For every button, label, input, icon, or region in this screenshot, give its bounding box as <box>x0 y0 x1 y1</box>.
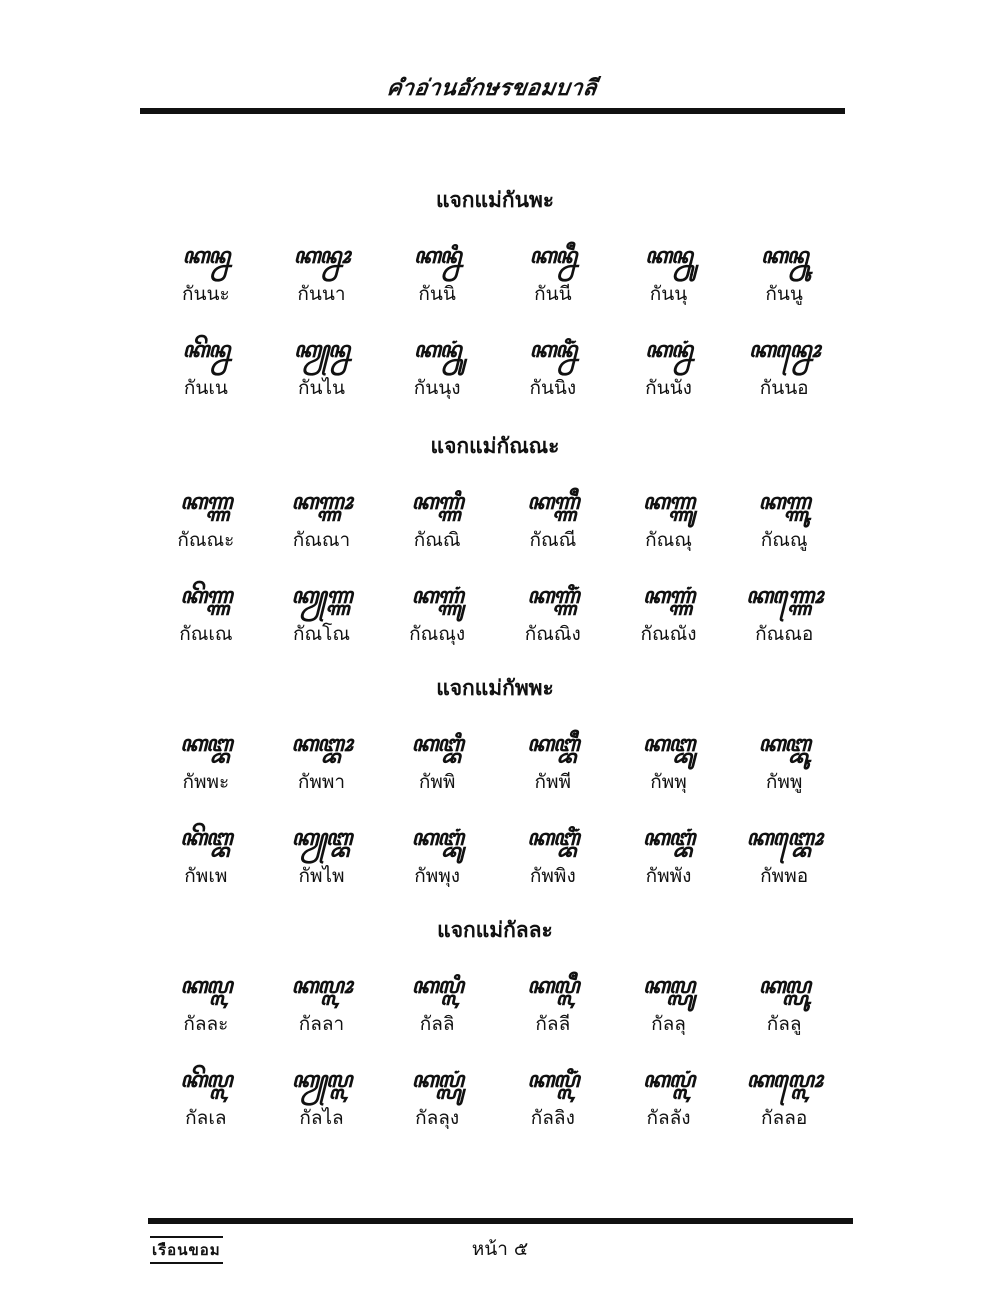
syllable-cell <box>266 232 378 312</box>
syllable-cell <box>728 326 840 406</box>
thai-syllable: กัพพี <box>534 771 572 793</box>
thai-syllable: กัพไพ <box>298 865 345 887</box>
syllable-cell <box>381 962 493 1042</box>
syllable-cell <box>613 1056 725 1136</box>
khmer-glyph: ꦏꦭ꧀ꦭꦴ <box>291 973 352 999</box>
page-header <box>140 70 845 105</box>
khmer-glyph: ꦏꦟ꧀ꦟꦶ <box>411 489 463 515</box>
khmer-glyph: ꦏꦭ꧀ꦭꦺꦴ <box>746 1067 822 1093</box>
syllable-cell <box>497 478 609 558</box>
thai-syllable: กัณณุง <box>409 623 466 645</box>
khmer-glyph: ꦏꦧ꧀ꦧꦹ <box>758 731 810 757</box>
thai-syllable: กันนู <box>765 283 803 305</box>
thai-syllable: กัณณะ <box>177 529 235 551</box>
footer-logo: เรือนขอม <box>150 1236 223 1264</box>
syllable-cell <box>266 326 378 406</box>
syllable-cell <box>613 814 725 894</box>
khmer-glyph: ꦏꦭ꧀ꦭꦷ <box>527 973 579 999</box>
khmer-glyph: ꦏꦟ꧀ꦟꦸꦁ <box>411 583 463 609</box>
khmer-glyph: ꦏꦭ꧀ꦭꦸ <box>642 973 695 999</box>
syllable-cell <box>150 720 262 800</box>
syllable-cell <box>150 962 262 1042</box>
thai-syllable: กัลละ <box>183 1013 229 1035</box>
khmer-glyph: ꦏꦭ꧀ꦭꦶꦁ <box>527 1067 579 1093</box>
syllable-cell <box>613 232 725 312</box>
thai-syllable: กันเน <box>183 377 228 399</box>
syllable-cell <box>381 572 493 652</box>
thai-syllable: กัลลุ <box>651 1013 686 1035</box>
khmer-glyph: ꦏꦤ꧀ꦤꦺꦴ <box>748 337 820 363</box>
thai-syllable: กัลเล <box>185 1107 227 1129</box>
syllable-cell <box>150 478 262 558</box>
thai-syllable: กัลลัง <box>646 1107 691 1129</box>
thai-syllable: กันนะ <box>181 283 230 305</box>
syllable-cell <box>266 478 378 558</box>
footer-rule <box>148 1218 853 1224</box>
syllable-cell <box>497 326 609 406</box>
thai-syllable: กัพพุ <box>650 771 687 793</box>
syllable-cell <box>266 720 378 800</box>
thai-syllable: กัณเณ <box>179 623 233 645</box>
khmer-glyph: ꦏꦭ꧀ꦭꦹ <box>758 973 810 999</box>
khmer-glyph: ꦏꦾꦤ꧀ꦤ <box>294 337 349 363</box>
khmer-glyph: ꦏꦭ꧀ꦭꦁ <box>642 1067 695 1093</box>
thai-syllable: กันนิ <box>418 283 456 305</box>
thai-syllable: กัณณอ <box>755 623 814 645</box>
khmer-glyph: ꦏꦧ꧀ꦧ <box>180 731 232 757</box>
syllable-row <box>150 962 840 1042</box>
thai-syllable: กัพเพ <box>184 865 228 887</box>
syllable-cell <box>497 814 609 894</box>
khmer-glyph: ꦏꦧ꧀ꦧꦶ <box>411 731 463 757</box>
khmer-glyph: ꦏꦼꦤ꧀ꦤ <box>182 337 230 363</box>
thai-syllable: กัลลุง <box>415 1107 460 1129</box>
syllable-cell <box>613 962 725 1042</box>
syllable-cell <box>381 720 493 800</box>
khmer-glyph: ꦏꦭ꧀ꦭꦶ <box>411 973 463 999</box>
thai-syllable: กัลลอ <box>761 1107 808 1129</box>
khmer-glyph: ꦏꦟ꧀ꦟꦴ <box>291 489 352 515</box>
khmer-glyph: ꦏꦤ꧀ꦤꦷ <box>529 243 577 269</box>
syllable-row <box>150 1056 840 1136</box>
khmer-glyph: ꦏꦧ꧀ꦧꦴ <box>291 731 352 757</box>
thai-syllable: กันนุง <box>413 377 461 399</box>
syllable-cell <box>613 478 725 558</box>
thai-syllable: กัณณิ <box>413 529 461 551</box>
syllable-cell <box>728 478 840 558</box>
syllable-cell <box>150 572 262 652</box>
thai-syllable: กัพพู <box>765 771 803 793</box>
header-title: คำอ่านอักษรขอมบาลี <box>385 76 600 101</box>
khmer-glyph: ꦏꦼꦧ꧀ꦧ <box>180 825 232 851</box>
khmer-glyph: ꦏꦤ꧀ꦤꦹ <box>760 243 808 269</box>
thai-syllable: กัพพิง <box>529 865 576 887</box>
khmer-glyph: ꦏꦧ꧀ꦧꦶꦁ <box>527 825 579 851</box>
thai-syllable: กัลลี <box>535 1013 571 1035</box>
syllable-row <box>150 478 840 558</box>
page-number: หน้า ๕ <box>471 1238 529 1260</box>
khmer-glyph: ꦏꦾꦭ꧀ꦭ <box>291 1067 352 1093</box>
syllable-cell <box>381 232 493 312</box>
syllable-cell <box>728 814 840 894</box>
thai-syllable: กันนัง <box>645 377 692 399</box>
header-rule <box>140 108 845 114</box>
thai-syllable: กัณณิง <box>524 623 581 645</box>
thai-syllable: กันนุ <box>649 283 688 305</box>
section-kanpha <box>150 182 840 406</box>
thai-syllable: กัพพา <box>297 771 346 793</box>
syllable-cell <box>266 962 378 1042</box>
syllable-cell <box>266 1056 378 1136</box>
khmer-glyph: ꦏꦤ꧀ꦤꦶ <box>413 243 461 269</box>
thai-syllable: กัณโณ <box>293 623 350 645</box>
thai-syllable: กัพพัง <box>645 865 692 887</box>
syllable-cell <box>728 962 840 1042</box>
syllable-cell <box>613 572 725 652</box>
syllable-row <box>150 814 840 894</box>
syllable-row <box>150 232 840 312</box>
khmer-glyph: ꦏꦟ꧀ꦟꦸ <box>642 489 695 515</box>
khmer-glyph: ꦏꦟ꧀ꦟꦹ <box>758 489 810 515</box>
thai-syllable: กัพพิ <box>418 771 456 793</box>
syllable-cell <box>150 814 262 894</box>
thai-syllable: กัลไล <box>299 1107 344 1129</box>
khmer-glyph: ꦏꦧ꧀ꦧꦸꦁ <box>411 825 463 851</box>
syllable-cell <box>728 572 840 652</box>
thai-syllable: กันนิง <box>529 377 577 399</box>
section-title: แจกแม่กัณณะ <box>430 434 560 458</box>
syllable-cell <box>381 326 493 406</box>
thai-syllable: กัลลา <box>298 1013 345 1035</box>
syllable-cell <box>150 326 262 406</box>
syllable-cell <box>613 720 725 800</box>
khmer-glyph: ꦏꦟ꧀ꦟ <box>180 489 232 515</box>
thai-syllable: กัณณุ <box>645 529 692 551</box>
syllable-cell <box>497 232 609 312</box>
khmer-glyph: ꦏꦤ꧀ꦤꦸ <box>645 243 692 269</box>
thai-syllable: กันนอ <box>759 377 809 399</box>
syllable-cell <box>381 814 493 894</box>
khmer-glyph: ꦏꦧ꧀ꦧꦷ <box>527 731 579 757</box>
section-title: แจกแม่กัพพะ <box>436 676 554 700</box>
thai-syllable: กัณณา <box>292 529 351 551</box>
thai-syllable: กันไน <box>297 377 346 399</box>
syllable-cell <box>497 1056 609 1136</box>
syllable-cell <box>497 720 609 800</box>
syllable-cell <box>728 720 840 800</box>
khmer-glyph: ꦏꦤ꧀ꦤ <box>182 243 230 269</box>
thai-syllable: กัณณู <box>760 529 808 551</box>
khmer-glyph: ꦏꦼꦭ꧀ꦭ <box>180 1067 232 1093</box>
khmer-glyph: ꦏꦤ꧀ꦤꦸꦁ <box>413 337 461 363</box>
section-kappha <box>150 670 840 894</box>
syllable-cell <box>266 572 378 652</box>
syllable-row <box>150 572 840 652</box>
syllable-cell <box>613 326 725 406</box>
section-title: แจกแม่กัลละ <box>437 918 553 942</box>
section-kanna <box>150 428 840 652</box>
thai-syllable: กัณณัง <box>640 623 697 645</box>
khmer-glyph: ꦏꦟ꧀ꦟꦺꦴ <box>746 583 823 609</box>
syllable-cell <box>381 478 493 558</box>
syllable-row <box>150 326 840 406</box>
khmer-glyph: ꦏꦟ꧀ꦟꦁ <box>642 583 695 609</box>
thai-syllable: กันนี <box>534 283 572 305</box>
syllable-row <box>150 720 840 800</box>
syllable-cell <box>150 232 262 312</box>
thai-syllable: กันนา <box>297 283 346 305</box>
khmer-glyph: ꦏꦾꦟ꧀ꦟ <box>291 583 352 609</box>
syllable-cell <box>266 814 378 894</box>
syllable-cell <box>728 232 840 312</box>
khmer-glyph: ꦏꦧ꧀ꦧꦸ <box>642 731 695 757</box>
khmer-glyph: ꦏꦤ꧀ꦤꦴ <box>293 243 350 269</box>
khmer-glyph: ꦏꦤ꧀ꦤꦁ <box>645 337 692 363</box>
thai-syllable: กัพพอ <box>760 865 809 887</box>
khmer-glyph: ꦏꦭ꧀ꦭꦸꦁ <box>411 1067 463 1093</box>
section-kalla <box>150 912 840 1136</box>
thai-syllable: กัลลิ <box>419 1013 455 1035</box>
syllable-cell <box>497 572 609 652</box>
khmer-glyph: ꦏꦼꦟ꧀ꦟ <box>180 583 232 609</box>
thai-syllable: กัพพุง <box>414 865 461 887</box>
thai-syllable: กัณณี <box>529 529 577 551</box>
khmer-glyph: ꦏꦤ꧀ꦤꦶꦁ <box>529 337 577 363</box>
khmer-glyph: ꦏꦾꦧ꧀ꦧ <box>291 825 352 851</box>
section-title: แจกแม่กันพะ <box>435 188 555 212</box>
khmer-glyph: ꦏꦭ꧀ꦭ <box>180 973 232 999</box>
syllable-cell <box>497 962 609 1042</box>
syllable-cell <box>728 1056 840 1136</box>
syllable-cell <box>150 1056 262 1136</box>
khmer-glyph: ꦏꦟ꧀ꦟꦷ <box>527 489 579 515</box>
khmer-glyph: ꦏꦧ꧀ꦧꦺꦴ <box>746 825 822 851</box>
thai-syllable: กัลลู <box>766 1013 802 1035</box>
thai-syllable: กัพพะ <box>182 771 230 793</box>
syllable-cell <box>381 1056 493 1136</box>
khmer-glyph: ꦏꦧ꧀ꦧꦁ <box>642 825 695 851</box>
khmer-glyph: ꦏꦟ꧀ꦟꦶꦁ <box>527 583 579 609</box>
thai-syllable: กัลลิง <box>530 1107 575 1129</box>
